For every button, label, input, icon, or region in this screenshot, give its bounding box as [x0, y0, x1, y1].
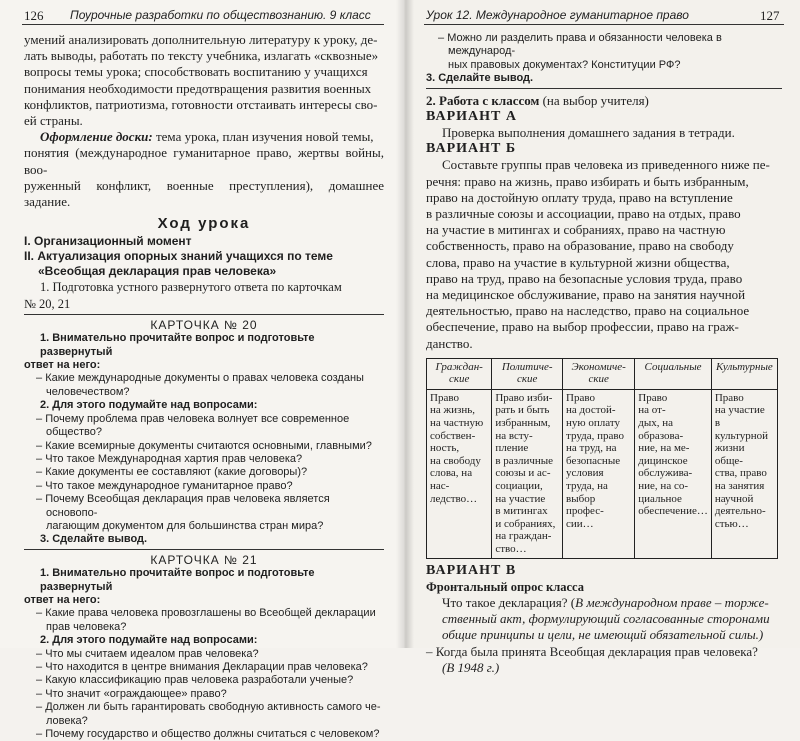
text-line: право на достойную оплату труда, право на вступление [426, 189, 733, 205]
header-rule [22, 24, 384, 25]
intro-line: вопросы темы урока; способствовать воспитанию у учащихся [24, 64, 368, 80]
text-line: Составьте группы прав человека из приведенного ниже пе- [442, 157, 770, 173]
page-number-right: 127 [760, 8, 780, 23]
right-body [426, 32, 782, 676]
intro-line: лать выводы, работать по тексту учебника, излагать «сквозные» [24, 48, 379, 64]
section-1-heading: I. Организационный момент [24, 234, 192, 249]
column-header: Социальные [635, 358, 712, 389]
card-rule [24, 549, 384, 550]
list-item: – Должен ли быть гарантировать свободную активность самого че- [36, 701, 381, 714]
question-line: Что такое декларация? (В международном праве – торже- [442, 595, 769, 610]
board-text: тема урока, план изучения новой темы, [152, 129, 374, 145]
answer-line: общие принципы и цели, не имеющий обязательной силы.) [442, 627, 764, 643]
text-line: данство. [426, 335, 473, 351]
card-20-q1-cont: ответ на него: [24, 359, 101, 372]
list-item: – Что такое международное гуманитарное право? [36, 479, 293, 492]
table-header-row [427, 358, 778, 389]
column-header: Экономиче-ские [563, 358, 635, 389]
question-line: – Когда была принята Всеобщая декларация прав человека? [426, 643, 758, 659]
text-line: право на труд, право на безопасные условия труда, право [426, 270, 743, 286]
intro-line: ей страны. [24, 113, 83, 129]
header-rule [424, 24, 784, 25]
card-21-q2: 2. Для этого подумайте над вопросами: [40, 634, 258, 647]
running-head-right: Урок 12. Международное гуманитарное право [426, 8, 689, 22]
list-item: – Почему государство и общество должны считаться с человеком? [36, 728, 380, 741]
list-item: – Какие всемирные документы считаются основными, главными? [36, 439, 372, 452]
text-line: в различные союзы и ассоциации, право на отдых, право [426, 206, 741, 222]
text-line: деятельностью, право на наследство, право на социальное [426, 303, 750, 319]
running-head-left: Поурочные разработки по обществознанию. 9 класс [70, 8, 371, 22]
variant-a-text: Проверка выполнения домашнего задания в тетради. [442, 125, 735, 141]
card-21-q1-item-cont: прав человека? [46, 620, 127, 633]
list-item: – Что значит «ограждающее» право? [36, 687, 227, 700]
list-item: – Какую классификацию прав человека разработали ученые? [36, 674, 354, 687]
intro-line: умений анализировать дополнительную литературу к уроку, де- [24, 32, 378, 47]
card-20 [24, 319, 384, 547]
text-line: речня: право на жизнь, право избирать и быть избранным, [426, 173, 749, 189]
list-item: – Почему Всеобщая декларация прав человека является основопо- [36, 493, 330, 519]
board-label: Оформление доски: [40, 129, 153, 145]
rights-table [426, 358, 778, 559]
board-paragraph [24, 129, 384, 145]
list-item-cont: лагающим документом для большинства стран мира? [46, 519, 324, 532]
lesson-heading: Ход урока [157, 215, 251, 233]
subsection-1-cont: № 20, 21 [24, 296, 71, 311]
section-2-heading: II. Актуализация опорных знаний учащихся по теме [24, 249, 333, 264]
table-cell: Право изби- рать и быть избранным, на всту- пление в различные союзы и ас- социации, на участие в митингах и собраниях, на граждан- ство… [492, 389, 563, 558]
card-21-q1-item: – Какие права человека провозглашены во Всеобщей декларации [36, 607, 376, 620]
intro-line: понимания необходимости предотвращения развития военных [24, 80, 372, 96]
table-row [427, 389, 778, 558]
text-line: собственность, право на образование, право на свободу [426, 238, 734, 254]
card-20-q2: 2. Для этого подумайте над вопросами: [40, 399, 258, 412]
page-number-left: 126 [24, 8, 44, 23]
book-gutter-shadow [396, 0, 414, 648]
list-item: – Что мы считаем идеалом прав человека? [36, 647, 259, 660]
variant-a-heading: ВАРИАНТ А [426, 108, 517, 124]
table-cell: Право на участие в культурной жизни обще- ства, право на занятия научной деятельно- стью… [711, 389, 777, 558]
list-item: – Что находится в центре внимания Декларации прав человека? [36, 661, 368, 673]
variant-b-text [426, 157, 782, 351]
list-item: – Можно ли разделить права и обязанности человека в международ- [438, 32, 722, 58]
text-line: обеспечение, право на выбор профессии, право на граж- [426, 319, 739, 335]
text-line: на медицинское обслуживание, право на занятия научной [426, 287, 746, 303]
answer-line: ственный акт, формулирующий согласованные сторонами [442, 611, 770, 627]
variant-c-heading: ВАРИАНТ В [426, 562, 517, 578]
list-item: – Что такое Международная хартия прав человека? [36, 452, 303, 465]
card-21-q1: 1. Внимательно прочитайте вопрос и подготовьте развернутый [40, 567, 315, 593]
answer-line: (В 1948 г.) [442, 659, 500, 675]
right-page [404, 0, 800, 675]
intro-line: конфликтов, патриотизма, готовности отстаивать интересы сво- [24, 96, 378, 112]
card-21-q1-cont: ответ на него: [24, 593, 101, 606]
card-20-title: КАРТОЧКА № 20 [150, 317, 258, 332]
frontal-questions [426, 595, 782, 676]
board-line: понятия (международное гуманитарное право, жертвы войны, воо- [24, 145, 384, 177]
card-20-q1-item: – Какие международные документы о правах человека созданы [36, 372, 364, 385]
card-21-title: КАРТОЧКА № 21 [150, 552, 258, 567]
card-rule [24, 314, 384, 315]
card-20-q3: 3. Сделайте вывод. [40, 533, 148, 546]
work-heading: 2. Работа с классом (на выбор учителя) [426, 92, 649, 108]
column-header: Граждан-ские [427, 358, 492, 389]
text-line: слова, право на участие в культурной жизни общества, [426, 254, 730, 270]
list-item: – Какие документы ее составляют (какие договоры)? [36, 466, 308, 479]
table-cell: Право на от- дых, на образова- ние, на ме- дицинское обслужива- ние, на со- циальное обеспечение… [635, 389, 712, 558]
list-item: – Почему проблема прав человека волнует все современное [36, 412, 350, 425]
section-2-heading-cont: «Всеобщая декларация прав человека» [38, 264, 277, 279]
card-21 [24, 554, 384, 741]
board-line: руженный конфликт, военные преступления), домашнее задание. [24, 177, 384, 210]
card-20-q1-item-cont: человечеством? [46, 385, 130, 398]
table-cell: Право на достой- ную оплату труда, право на труд, на безопасные условия труда, на выбор профес- сии… [563, 389, 635, 558]
section-rule [426, 88, 782, 89]
column-header: Культурные [711, 358, 777, 389]
top-questions [426, 32, 782, 86]
conclusion-step: 3. Сделайте вывод. [426, 72, 534, 85]
frontal-heading: Фронтальный опрос класса [426, 579, 584, 594]
card-20-q1: 1. Внимательно прочитайте вопрос и подготовьте развернутый [40, 332, 315, 358]
subsection-1: 1. Подготовка устного развернутого ответа по карточкам [40, 280, 342, 295]
list-item-cont: общество? [46, 426, 102, 439]
list-item-cont: ловека? [46, 714, 88, 727]
left-body [24, 32, 384, 741]
table-cell: Право на жизнь, на частную собствен- ность, на свободу слова, на нас- ледство… [427, 389, 492, 558]
column-header: Политиче-ские [492, 358, 563, 389]
text-line: на участие в митингах и собраниях, право на частную [426, 222, 726, 238]
variant-b-heading: ВАРИАНТ Б [426, 141, 517, 157]
list-item-cont: ных правовых документах? Конституции РФ? [448, 58, 681, 71]
